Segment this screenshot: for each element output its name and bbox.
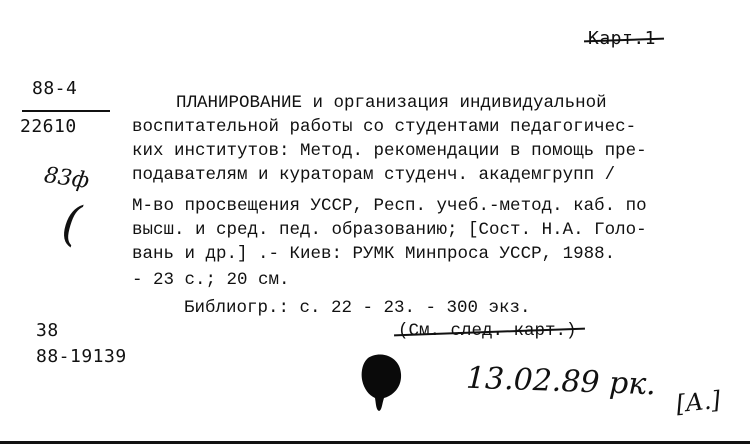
register-number: 22610 (20, 116, 77, 137)
margin-handwriting: 83ф (42, 162, 91, 195)
body-line-5: М-во просвещения УССР, Респ. учеб.-метод. каб. по (132, 196, 647, 216)
card-label: Карт.1 (588, 28, 657, 49)
body-line-2: воспитательной работы со студентами педагогичес- (132, 117, 637, 137)
body-line-8: - 23 с.; 20 см. (132, 270, 290, 290)
handwritten-date: 13.02.89 рк. (465, 360, 657, 403)
bottom-code-1: 38 (36, 320, 59, 341)
body-line-4: подавателям и кураторам студенч. академгрупп / (132, 165, 616, 185)
card-bottom-edge (0, 441, 750, 444)
class-divider (22, 110, 110, 112)
body-line-3: ких институтов: Метод. рекомендации в помощь пре- (132, 141, 647, 161)
body-line-9: Библиогр.: с. 22 - 23. - 300 экз. (184, 298, 531, 318)
margin-pencil-mark: ( (59, 195, 84, 253)
handwritten-mark: [А.] (674, 385, 722, 419)
body-line-7: вань и др.] .- Киев: РУМК Минпроса УССР, 1988. (132, 244, 616, 264)
crossed-note: (См. след. карт.) (398, 319, 577, 344)
class-number: 88-4 (32, 78, 78, 99)
ink-blot (358, 352, 404, 412)
body-line-6: высш. и сред. пед. образованию; [Сост. Н.А. Голо- (132, 220, 647, 240)
body-line-1: ПЛАНИРОВАНИЕ и организация индивидуальной (176, 93, 607, 113)
bottom-code-2: 88-19139 (36, 346, 127, 367)
